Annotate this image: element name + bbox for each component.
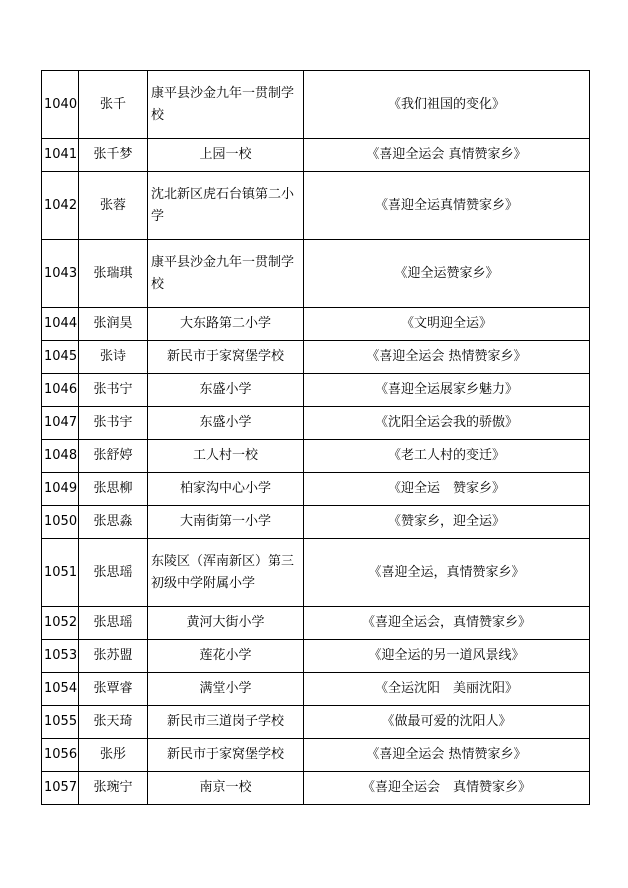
entry-number-cell: 1054 <box>42 673 79 706</box>
school-cell: 满堂小学 <box>148 673 304 706</box>
work-title-cell: 《全运沈阳 美丽沈阳》 <box>304 673 590 706</box>
student-name-cell: 张思淼 <box>79 506 148 539</box>
work-title-cell: 《喜迎全运会，真情赞家乡》 <box>304 607 590 640</box>
table-row <box>42 607 590 640</box>
entry-number-cell: 1041 <box>42 139 79 172</box>
student-name-cell: 张瑞琪 <box>79 240 148 308</box>
work-title-cell: 《迎全运 赞家乡》 <box>304 473 590 506</box>
table-row <box>42 440 590 473</box>
school-cell: 新民市三道岗子学校 <box>148 706 304 739</box>
student-name-cell: 张彤 <box>79 739 148 772</box>
school-cell: 工人村一校 <box>148 440 304 473</box>
school-cell: 东陵区（浑南新区）第三初级中学附属小学 <box>148 539 304 607</box>
entry-number-cell: 1057 <box>42 772 79 805</box>
table-row <box>42 539 590 607</box>
student-name-cell: 张千梦 <box>79 139 148 172</box>
school-cell: 黄河大街小学 <box>148 607 304 640</box>
student-name-cell: 张书宇 <box>79 407 148 440</box>
student-name-cell: 张思瑶 <box>79 607 148 640</box>
student-name-cell: 张覃睿 <box>79 673 148 706</box>
work-title-cell: 《喜迎全运会 热情赞家乡》 <box>304 739 590 772</box>
work-title-cell: 《我们祖国的变化》 <box>304 71 590 139</box>
entry-number-cell: 1048 <box>42 440 79 473</box>
table-row <box>42 706 590 739</box>
student-name-cell: 张舒婷 <box>79 440 148 473</box>
work-title-cell: 《做最可爱的沈阳人》 <box>304 706 590 739</box>
table-row <box>42 71 590 139</box>
table-row <box>42 374 590 407</box>
table-row <box>42 139 590 172</box>
work-title-cell: 《喜迎全运真情赞家乡》 <box>304 172 590 240</box>
school-cell: 康平县沙金九年一贯制学校 <box>148 240 304 308</box>
school-cell: 上园一校 <box>148 139 304 172</box>
roster-table <box>41 70 590 805</box>
student-name-cell: 张思柳 <box>79 473 148 506</box>
table-row <box>42 240 590 308</box>
entry-number-cell: 1053 <box>42 640 79 673</box>
student-name-cell: 张诗 <box>79 341 148 374</box>
work-title-cell: 《喜迎全运会 真情赞家乡》 <box>304 139 590 172</box>
table-row <box>42 673 590 706</box>
entry-number-cell: 1052 <box>42 607 79 640</box>
work-title-cell: 《喜迎全运会 真情赞家乡》 <box>304 772 590 805</box>
student-name-cell: 张思瑶 <box>79 539 148 607</box>
table-row <box>42 341 590 374</box>
entry-number-cell: 1050 <box>42 506 79 539</box>
table-row <box>42 308 590 341</box>
work-title-cell: 《喜迎全运，真情赞家乡》 <box>304 539 590 607</box>
work-title-cell: 《迎全运赞家乡》 <box>304 240 590 308</box>
entry-number-cell: 1049 <box>42 473 79 506</box>
table-row <box>42 172 590 240</box>
table-row <box>42 739 590 772</box>
school-cell: 大南街第一小学 <box>148 506 304 539</box>
table-row <box>42 772 590 805</box>
entry-number-cell: 1047 <box>42 407 79 440</box>
school-cell: 柏家沟中心小学 <box>148 473 304 506</box>
school-cell: 康平县沙金九年一贯制学校 <box>148 71 304 139</box>
table-row <box>42 506 590 539</box>
school-cell: 新民市于家窝堡学校 <box>148 739 304 772</box>
table-row <box>42 407 590 440</box>
student-name-cell: 张天琦 <box>79 706 148 739</box>
school-cell: 大东路第二小学 <box>148 308 304 341</box>
school-cell: 沈北新区虎石台镇第二小学 <box>148 172 304 240</box>
student-name-cell: 张润昊 <box>79 308 148 341</box>
work-title-cell: 《老工人村的变迁》 <box>304 440 590 473</box>
school-cell: 东盛小学 <box>148 374 304 407</box>
work-title-cell: 《喜迎全运会 热情赞家乡》 <box>304 341 590 374</box>
student-name-cell: 张苏盟 <box>79 640 148 673</box>
school-cell: 新民市于家窝堡学校 <box>148 341 304 374</box>
table-row <box>42 473 590 506</box>
work-title-cell: 《迎全运的另一道风景线》 <box>304 640 590 673</box>
work-title-cell: 《赞家乡，迎全运》 <box>304 506 590 539</box>
student-name-cell: 张蓉 <box>79 172 148 240</box>
entry-number-cell: 1040 <box>42 71 79 139</box>
entry-number-cell: 1051 <box>42 539 79 607</box>
roster-body <box>42 71 590 805</box>
entry-number-cell: 1044 <box>42 308 79 341</box>
entry-number-cell: 1043 <box>42 240 79 308</box>
entry-number-cell: 1055 <box>42 706 79 739</box>
school-cell: 东盛小学 <box>148 407 304 440</box>
table-row <box>42 640 590 673</box>
entry-number-cell: 1042 <box>42 172 79 240</box>
entry-number-cell: 1046 <box>42 374 79 407</box>
entry-number-cell: 1056 <box>42 739 79 772</box>
work-title-cell: 《文明迎全运》 <box>304 308 590 341</box>
student-name-cell: 张琬宁 <box>79 772 148 805</box>
work-title-cell: 《沈阳全运会我的骄傲》 <box>304 407 590 440</box>
student-name-cell: 张书宁 <box>79 374 148 407</box>
school-cell: 南京一校 <box>148 772 304 805</box>
work-title-cell: 《喜迎全运展家乡魅力》 <box>304 374 590 407</box>
school-cell: 莲花小学 <box>148 640 304 673</box>
student-name-cell: 张千 <box>79 71 148 139</box>
entry-number-cell: 1045 <box>42 341 79 374</box>
